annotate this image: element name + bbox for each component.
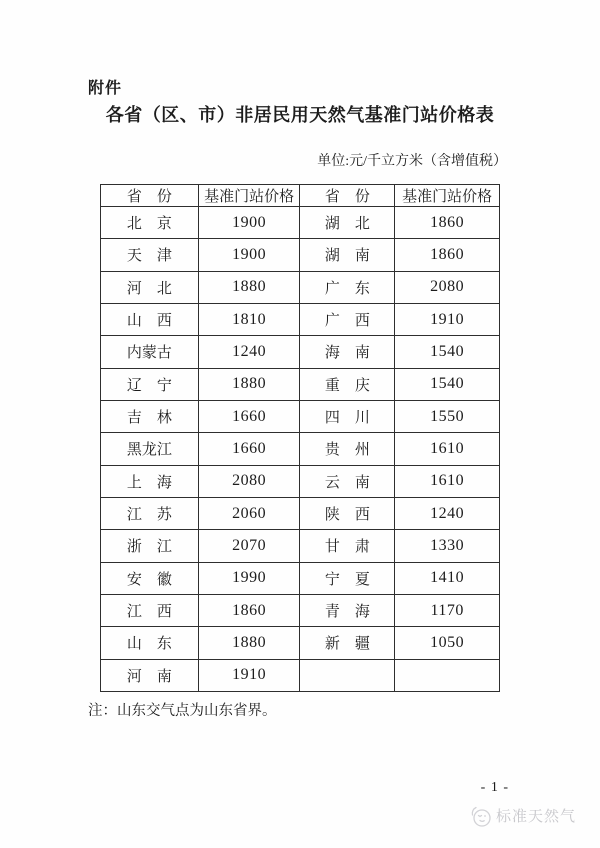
table-row <box>101 594 500 626</box>
province-cell: 海 南 <box>300 336 395 368</box>
price-cell: 1900 <box>198 207 300 239</box>
table-row <box>101 465 500 497</box>
column-header: 基准门站价格 <box>395 185 500 207</box>
price-cell: 1880 <box>198 627 300 659</box>
price-cell: 1170 <box>395 594 500 626</box>
column-header: 省 份 <box>300 185 395 207</box>
province-cell: 辽 宁 <box>101 368 199 400</box>
province-cell: 安 徽 <box>101 562 199 594</box>
province-cell: 青 海 <box>300 594 395 626</box>
table-row <box>101 303 500 335</box>
watermark <box>468 802 576 829</box>
province-cell: 广 西 <box>300 303 395 335</box>
price-cell: 1410 <box>395 562 500 594</box>
province-cell: 河 北 <box>101 271 199 303</box>
province-cell: 天 津 <box>101 239 199 271</box>
price-cell: 2060 <box>198 497 300 529</box>
table-row <box>101 530 500 562</box>
price-cell: 1050 <box>395 627 500 659</box>
watermark-text: 标准天然气 <box>496 809 577 825</box>
province-cell: 新 疆 <box>300 627 395 659</box>
column-header: 基准门站价格 <box>198 185 300 207</box>
footnote: 注：山东交气点为山东省界。 <box>88 703 277 719</box>
province-cell: 宁 夏 <box>300 562 395 594</box>
price-cell: 1860 <box>198 594 300 626</box>
price-cell: 1990 <box>198 562 300 594</box>
price-cell: 1540 <box>395 336 500 368</box>
price-cell: 1880 <box>198 368 300 400</box>
price-cell: 1900 <box>198 239 300 271</box>
price-cell: 1860 <box>395 207 500 239</box>
province-cell: 山 西 <box>101 303 199 335</box>
province-cell: 四 川 <box>300 400 395 432</box>
price-cell: 1550 <box>395 400 500 432</box>
page-number: - 1 - <box>480 780 509 795</box>
table-row <box>101 433 500 465</box>
price-cell: 1240 <box>395 497 500 529</box>
attachment-label: 附件 <box>88 78 123 97</box>
price-cell: 2080 <box>198 465 300 497</box>
province-cell: 湖 南 <box>300 239 395 271</box>
price-cell: 1330 <box>395 530 500 562</box>
province-cell: 山 东 <box>101 627 199 659</box>
column-header: 省 份 <box>101 185 199 207</box>
province-cell: 内蒙古 <box>101 336 199 368</box>
price-cell: 1610 <box>395 465 500 497</box>
table-row <box>101 207 500 239</box>
province-cell <box>300 659 395 691</box>
unit-note: 单位:元/千立方米（含增值税） <box>317 154 507 169</box>
province-cell: 甘 肃 <box>300 530 395 562</box>
table-row <box>101 368 500 400</box>
price-cell: 1910 <box>395 303 500 335</box>
province-cell: 浙 江 <box>101 530 199 562</box>
price-cell <box>395 659 500 691</box>
price-cell: 1810 <box>198 303 300 335</box>
province-cell: 湖 北 <box>300 207 395 239</box>
table-row <box>101 271 500 303</box>
province-cell: 贵 州 <box>300 433 395 465</box>
province-cell: 江 苏 <box>101 497 199 529</box>
table-header-row <box>101 185 500 207</box>
province-cell: 上 海 <box>101 465 199 497</box>
gas-mascot-icon <box>468 802 493 829</box>
province-cell: 黑龙江 <box>101 433 199 465</box>
table-row <box>101 497 500 529</box>
price-cell: 2070 <box>198 530 300 562</box>
price-cell: 2080 <box>395 271 500 303</box>
province-cell: 北 京 <box>101 207 199 239</box>
price-table <box>100 184 500 692</box>
table-row <box>101 239 500 271</box>
price-cell: 1660 <box>198 433 300 465</box>
province-cell: 陕 西 <box>300 497 395 529</box>
price-cell: 1610 <box>395 433 500 465</box>
table-body <box>101 207 500 692</box>
table-row <box>101 659 500 691</box>
province-cell: 广 东 <box>300 271 395 303</box>
price-cell: 1860 <box>395 239 500 271</box>
price-cell: 1240 <box>198 336 300 368</box>
table-row <box>101 562 500 594</box>
province-cell: 吉 林 <box>101 400 199 432</box>
table-row <box>101 627 500 659</box>
table-row <box>101 400 500 432</box>
province-cell: 河 南 <box>101 659 199 691</box>
price-cell: 1540 <box>395 368 500 400</box>
province-cell: 重 庆 <box>300 368 395 400</box>
province-cell: 江 西 <box>101 594 199 626</box>
price-cell: 1660 <box>198 400 300 432</box>
province-cell: 云 南 <box>300 465 395 497</box>
page-title: 各省（区、市）非居民用天然气基准门站价格表 <box>105 105 495 125</box>
price-cell: 1880 <box>198 271 300 303</box>
table-row <box>101 336 500 368</box>
price-cell: 1910 <box>198 659 300 691</box>
